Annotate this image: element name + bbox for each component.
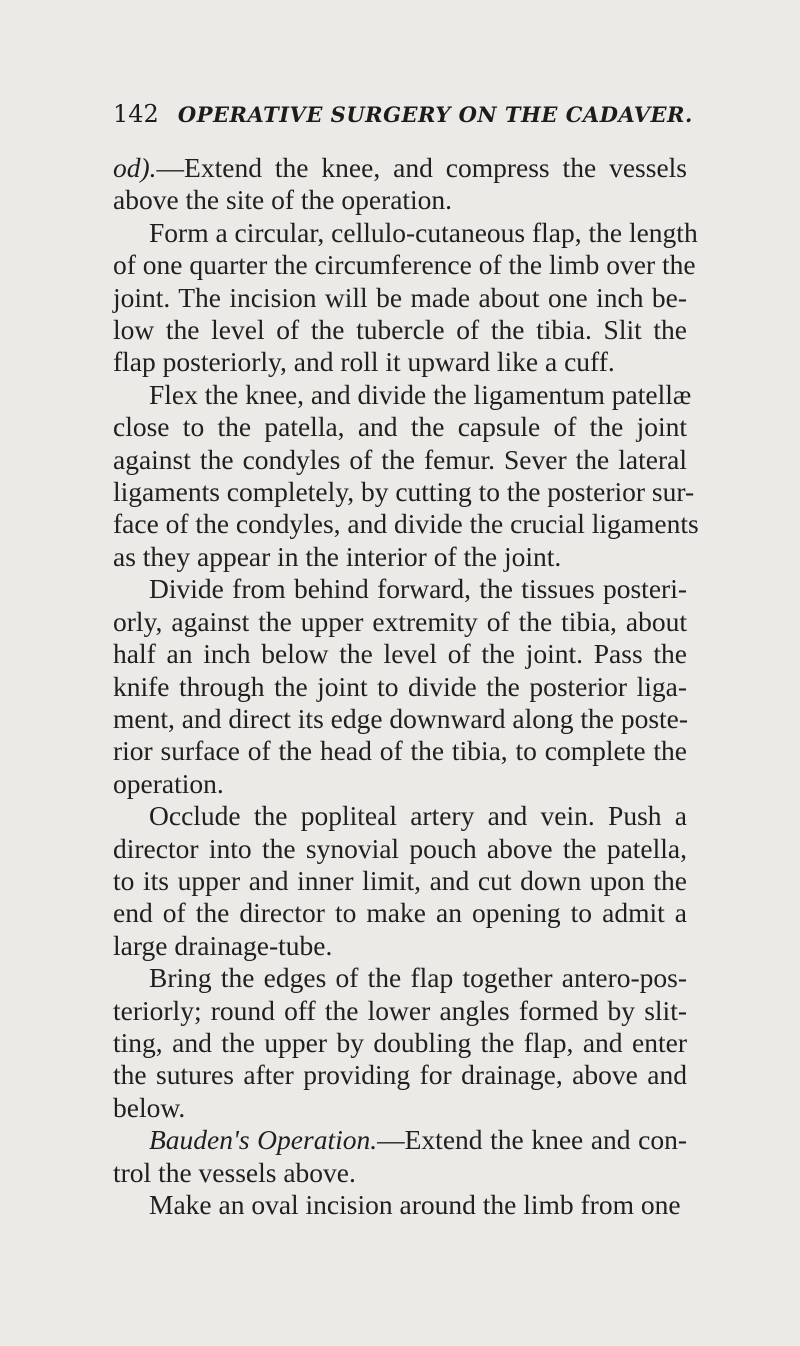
text-line: the sutures after providing for drainage, above and	[113, 1059, 687, 1091]
text-line: Divide from behind forward, the tissues posteri-	[149, 573, 687, 605]
text-line: low the level of the tubercle of the tibia. Slit the	[113, 314, 687, 346]
text-line	[113, 1124, 687, 1156]
text-line: to its upper and inner limit, and cut down upon the	[113, 864, 687, 896]
text-line: rior surface of the head of the tibia, to complete the	[113, 735, 687, 767]
text-line: ligaments completely, by cutting to the posterior sur-	[113, 476, 695, 508]
text-line: Occlude the popliteal artery and vein. Push a	[149, 800, 687, 832]
running-head: OPERATIVE SURGERY ON THE CADAVER.	[177, 102, 693, 127]
text-line: flap posteriorly, and roll it upward like a cuff.	[113, 346, 615, 378]
text-line: below.	[113, 1091, 186, 1123]
text-line: ment, and direct its edge downward along the poste-	[113, 702, 689, 734]
text-line: of one quarter the circumference of the limb over the	[113, 249, 696, 281]
text-line: teriorly; round off the lower angles formed by slit-	[113, 994, 687, 1026]
text-line: trol the vessels above.	[113, 1156, 356, 1188]
page-header	[113, 100, 693, 136]
text-line: operation.	[113, 767, 224, 799]
italic-lead: Bauden's Operation.	[149, 1124, 378, 1156]
text-line: joint. The incision will be made about one inch be-	[113, 281, 687, 313]
text-line: above the site of the operation.	[113, 184, 453, 216]
text-line: ting, and the upper by doubling the flap, and enter	[113, 1026, 687, 1058]
text-line: half an inch below the level of the joint. Pass the	[113, 638, 687, 670]
text-line: face of the condyles, and divide the crucial ligaments	[113, 508, 699, 540]
text-line: director into the synovial pouch above the patella,	[113, 832, 687, 864]
text-line: large drainage-tube.	[113, 929, 333, 961]
text-line: Form a circular, cellulo-cutaneous flap, the length	[149, 216, 698, 248]
text-line: orly, against the upper extremity of the tibia, about	[113, 605, 687, 637]
text-line: against the condyles of the femur. Sever the lateral	[113, 443, 687, 475]
italic-lead: od).	[113, 152, 157, 183]
text-line: close to the patella, and the capsule of the joint	[113, 411, 687, 443]
text-line: Bring the edges of the flap together antero-pos-	[149, 962, 687, 994]
text-line: as they appear in the interior of the joint.	[113, 540, 562, 572]
text-line: end of the director to make an opening to admit a	[113, 897, 687, 929]
text-line: knife through the joint to divide the posterior liga-	[113, 670, 687, 702]
text-line: Flex the knee, and divide the ligamentum patellæ	[149, 378, 692, 410]
body-text	[113, 152, 699, 1221]
line-text: —Extend the knee, and compress the vessels	[156, 152, 687, 183]
line-text: —Extend the knee and con-	[377, 1124, 687, 1156]
text-line: Make an oval incision around the limb from one	[149, 1189, 681, 1220]
text-line	[113, 152, 687, 184]
page-number: 142	[113, 100, 159, 128]
